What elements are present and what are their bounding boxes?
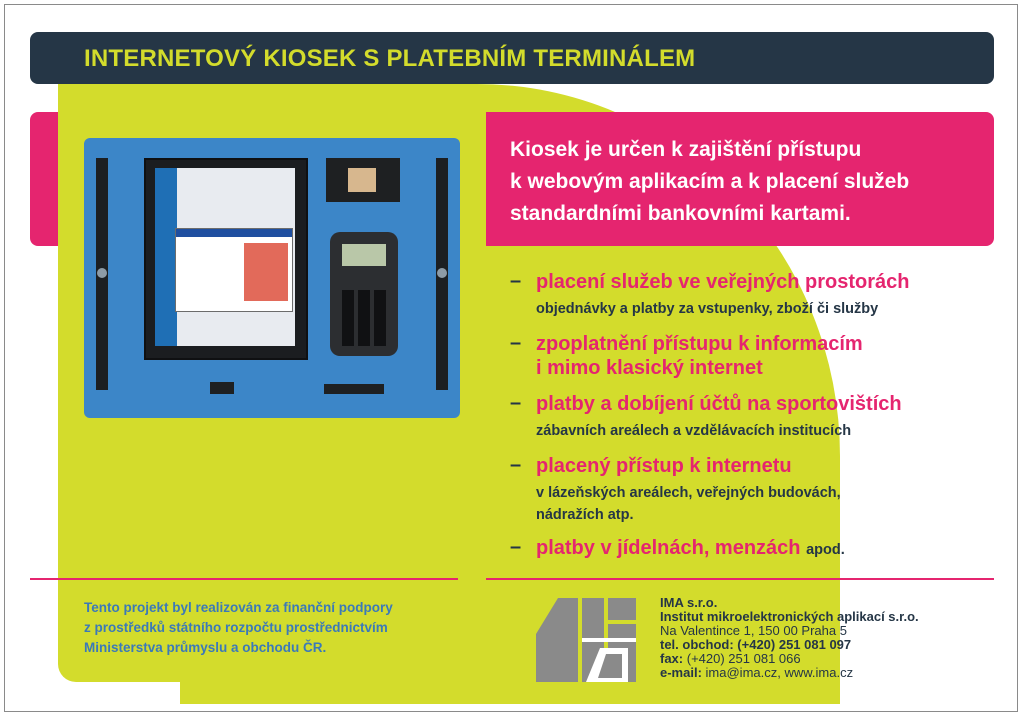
company-short-name: IMA s.r.o.	[660, 595, 718, 610]
feature-detail: objednávky a platby za vstupenky, zboží či služby	[536, 301, 879, 317]
funding-line: Ministerstva průmyslu a obchodu ČR.	[84, 640, 327, 655]
feature-heading: platby v jídelnách, menzách apod.	[536, 537, 845, 559]
intro-text	[510, 134, 909, 230]
divider-left	[30, 578, 458, 580]
dash-bullet: –	[510, 536, 522, 558]
ima-logo	[536, 598, 636, 682]
company-email: e-mail: ima@ima.cz, www.ima.cz	[660, 665, 854, 680]
kiosk-lock-left	[97, 268, 107, 278]
kiosk-photo	[84, 138, 460, 418]
funding-line: Tento projekt byl realizován za finanční podpory	[84, 600, 393, 615]
title-bar	[30, 32, 994, 84]
dash-bullet: –	[510, 454, 522, 476]
kiosk-monitor	[144, 158, 308, 360]
kiosk-screen	[155, 168, 295, 346]
kiosk-receipt-slot	[324, 384, 384, 394]
dash-bullet: –	[510, 270, 522, 292]
feature-suffix: apod.	[806, 542, 845, 558]
terminal-display	[342, 244, 386, 266]
feature-heading: i mimo klasický internet	[536, 357, 763, 379]
funding-note	[84, 598, 393, 658]
feature-heading: placení služeb ve veřejných prostorách	[536, 271, 910, 293]
company-full-name: Institut mikroelektronických aplikací s.r.o.	[660, 609, 919, 624]
feature-heading: zpoplatnění přístupu k informacím	[536, 333, 863, 355]
kiosk-lock-right	[437, 268, 447, 278]
feature-detail: v lázeňských areálech, veřejných budovách,	[536, 485, 841, 501]
terminal-keypad	[342, 290, 386, 346]
kiosk-desktop-strip	[155, 168, 177, 346]
kiosk-browser-window	[175, 228, 293, 312]
company-phone: tel. obchod: (+420) 251 081 097	[660, 637, 852, 652]
dash-bullet: –	[510, 332, 522, 354]
divider-right	[486, 578, 994, 580]
company-address: Na Valentince 1, 150 00 Praha 5	[660, 623, 847, 638]
company-fax: fax: (+420) 251 081 066	[660, 651, 801, 666]
feature-detail: zábavních areálech a vzdělávacích institucích	[536, 423, 852, 439]
dash-bullet: –	[510, 392, 522, 414]
intro-line: Kiosek je určen k zajištění přístupu	[510, 138, 862, 161]
kiosk-payment-terminal	[330, 232, 398, 356]
intro-line: standardními bankovními kartami.	[510, 202, 851, 225]
page-title: INTERNETOVÝ KIOSEK S PLATEBNÍM TERMINÁLEM	[84, 45, 696, 72]
kiosk-small-slot	[210, 382, 234, 394]
feature-heading: placený přístup k internetu	[536, 455, 792, 477]
funding-line: z prostředků státního rozpočtu prostřednictvím	[84, 620, 388, 635]
intro-line: k webovým aplikacím a k placení služeb	[510, 170, 910, 193]
company-info	[660, 596, 919, 680]
feature-detail: nádražích atp.	[536, 507, 634, 523]
feature-heading: platby a dobíjení účtů na sportovištích	[536, 393, 902, 415]
kiosk-card-reader	[326, 158, 400, 202]
